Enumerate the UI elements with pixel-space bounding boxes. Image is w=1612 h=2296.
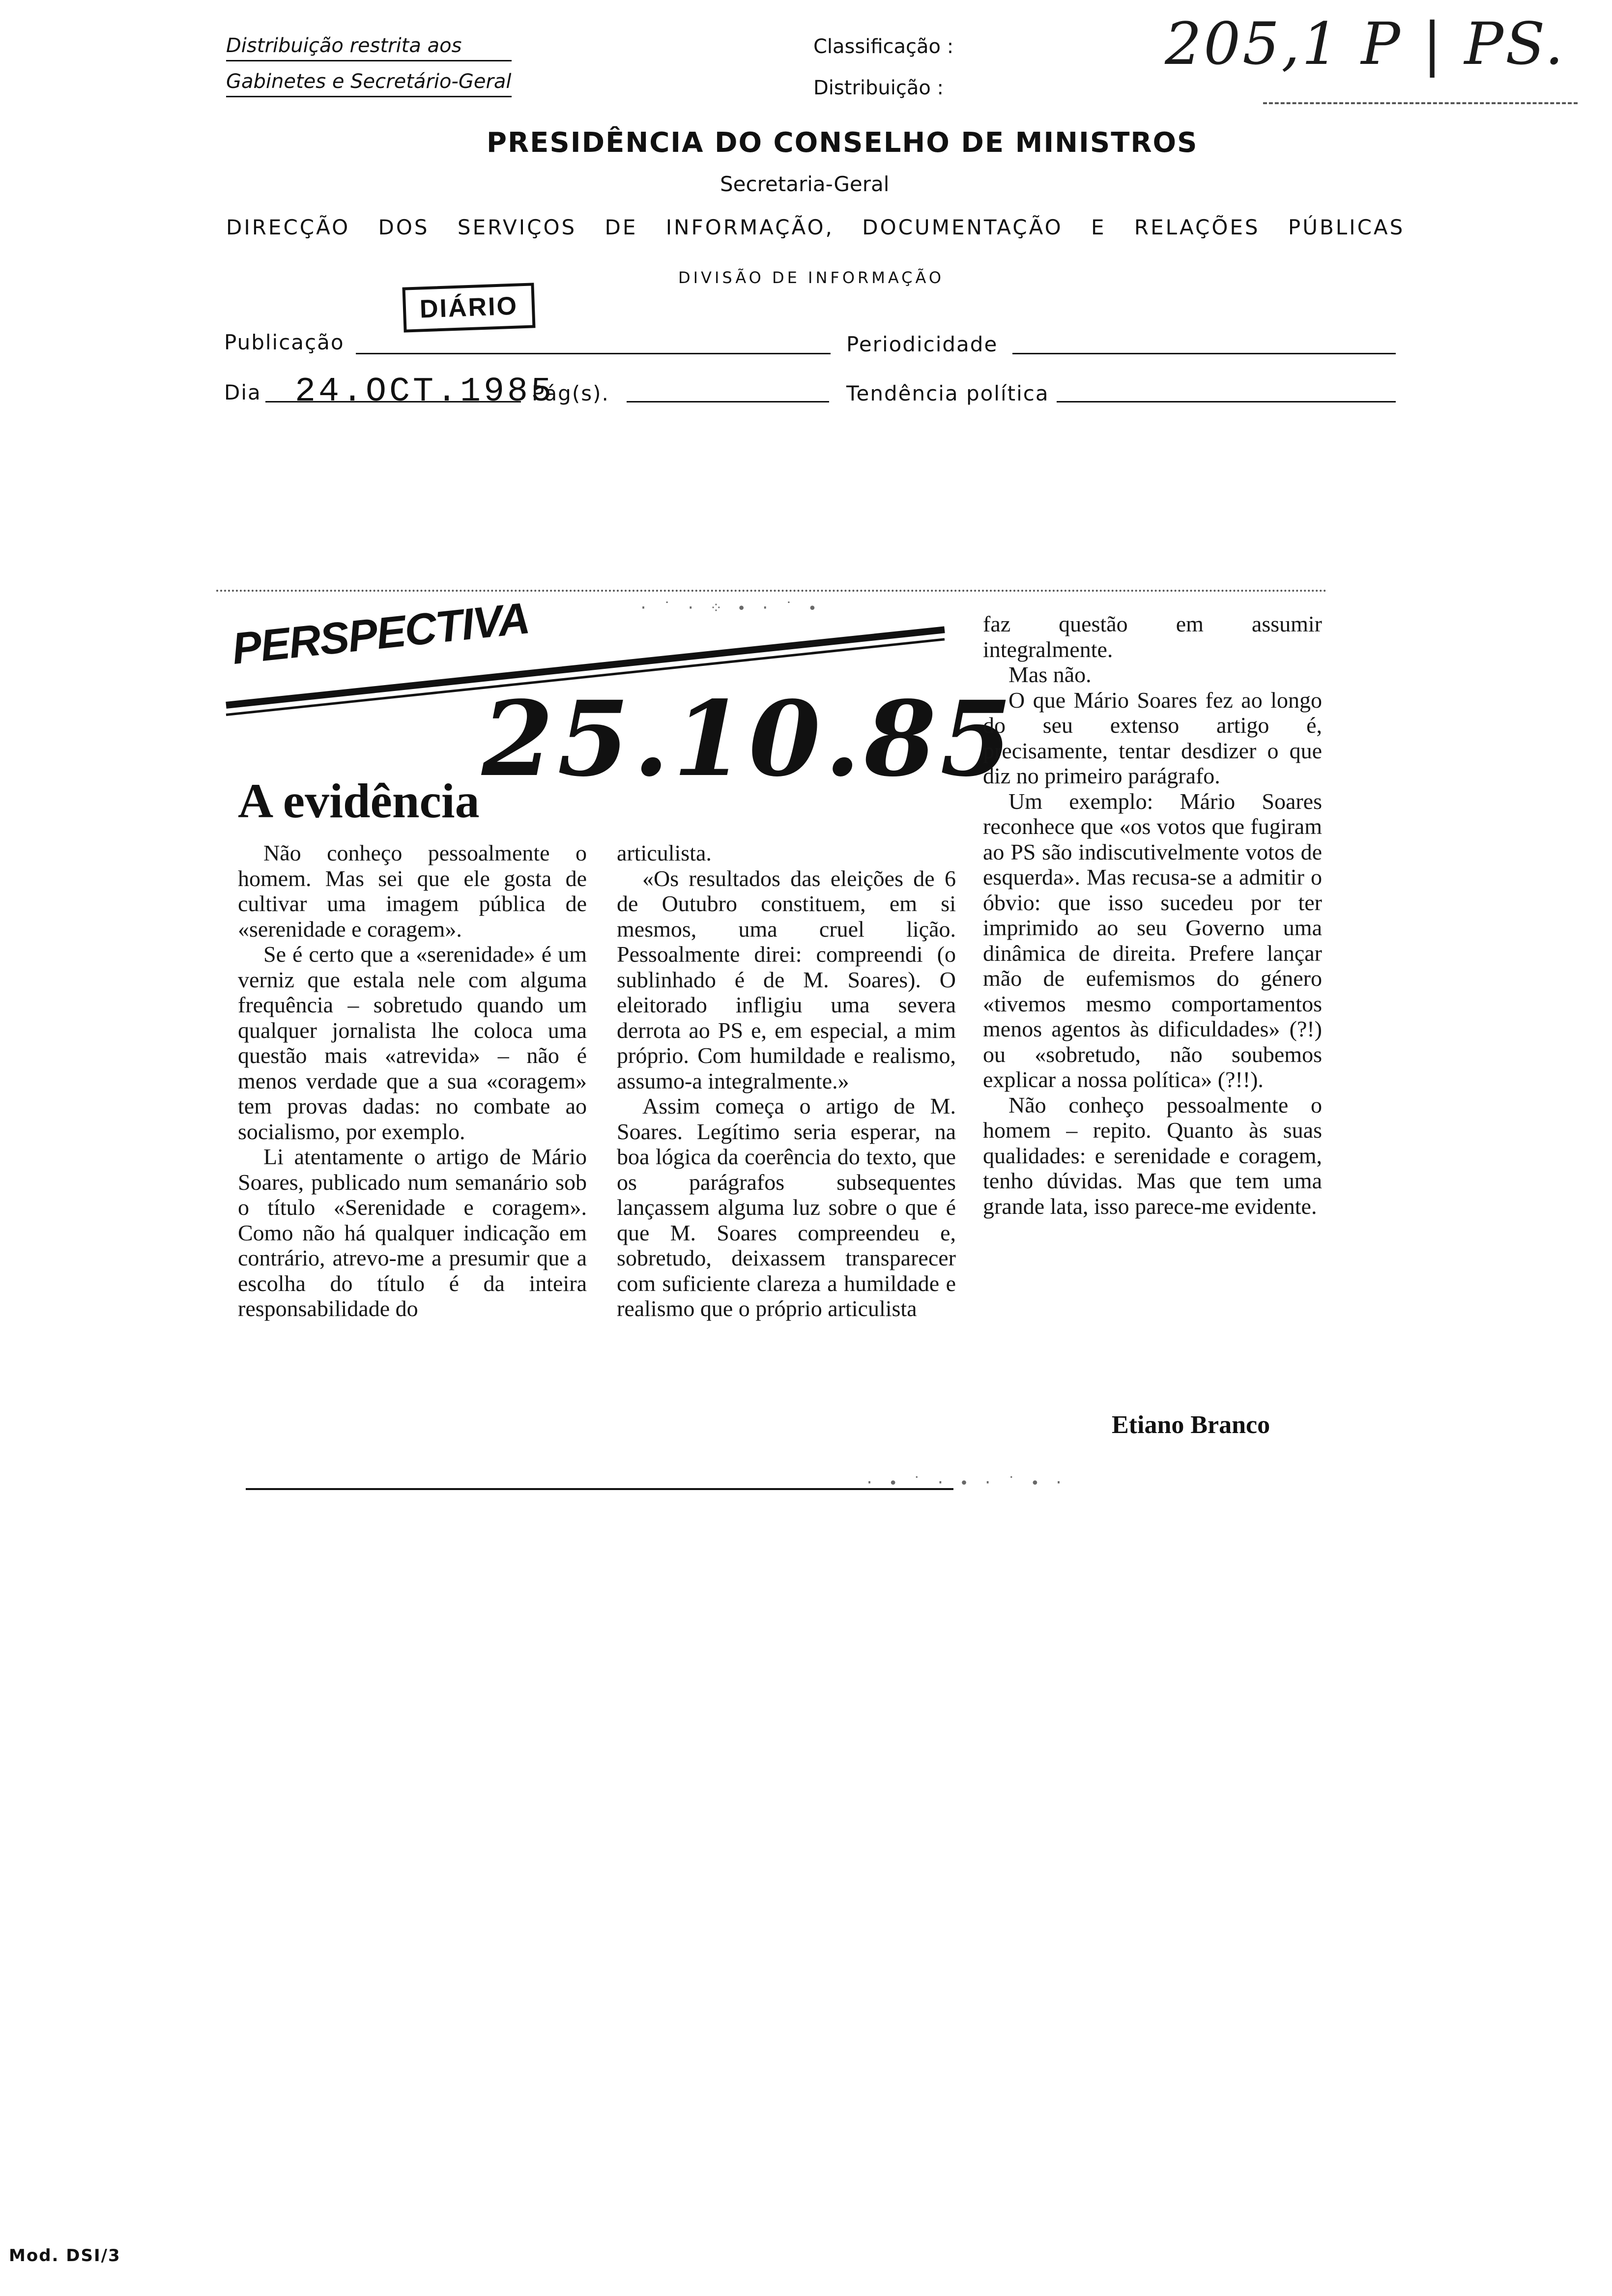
periodicidade-line — [1012, 353, 1396, 354]
clipping-bottom-edge — [246, 1488, 953, 1490]
restricted-line-2: Gabinetes e Secretário-Geral — [226, 68, 512, 97]
paragraph: Assim começa o artigo de M. Soares. Legítimo seria esperar, na boa lógica da coerência do texto, que os parágrafos subsequentes lançassem alguma luz sobre o que é que M. Soares compreendeu e, sobretudo, deixassem transparecer com suficiente clareza a humildade e realismo que o próprio articulista — [617, 1093, 956, 1321]
form-code: Mod. DSI/3 — [9, 2246, 121, 2266]
article-column-2 — [617, 840, 956, 1321]
paragraph: Não conheço pessoalmente o homem – repito. Quanto às suas qualidades: e serenidade e coragem, tenho dúvidas. Mas que tem uma grande lata, isso parece-me evidente. — [983, 1092, 1322, 1219]
paragraph: Não conheço pessoalmente o homem. Mas sei que ele gosta de cultivar uma imagem pública de «serenidade e coragem». — [238, 840, 587, 942]
section-banner: PERSPECTIVA — [230, 594, 531, 674]
scan-noise: · ˙ · ⁘ ∙ · ˙ ∙ — [639, 600, 820, 617]
article-column-3 — [983, 611, 1322, 1219]
dia-line — [265, 401, 521, 402]
dia-label: Dia — [224, 380, 261, 404]
handwritten-date: 25.10.85 — [482, 678, 1016, 800]
periodicidade-label: Periodicidade — [846, 332, 998, 356]
pags-label: Pág(s). — [532, 381, 609, 405]
publicacao-line — [356, 353, 831, 354]
paragraph: Mas não. — [1008, 662, 1092, 687]
paragraph: Se é certo que a «serenidade» é um verniz que estala nele com alguma frequência – sobretudo quando um qualquer jornalista lhe coloca uma questão mais «atrevida» – não é menos verdade que a sua «coragem» tem provas dadas: no combate ao socialismo, por exemplo. — [238, 942, 587, 1144]
distribuicao-label: Distribuição : — [813, 77, 944, 99]
divisao-informacao: DIVISÃO DE INFORMAÇÃO — [678, 268, 945, 287]
secretaria-geral: Secretaria-Geral — [720, 172, 890, 196]
scan-noise: · ∙ ˙ · ∙ · ˙ ∙ · — [865, 1474, 1066, 1492]
direccao-servicos: DIRECÇÃO DOS SERVIÇOS DE INFORMAÇÃO, DOCUMENTAÇÃO E RELAÇÕES PÚBLICAS — [226, 215, 1405, 239]
org-title: PRESIDÊNCIA DO CONSELHO DE MINISTROS — [487, 127, 1198, 159]
clipping-top-edge — [216, 590, 1327, 592]
publicacao-label: Publicação — [224, 330, 345, 354]
paragraph: faz questão em assumir integralmente. — [983, 611, 1322, 662]
paragraph: articulista. — [617, 840, 712, 865]
tendencia-line — [1057, 401, 1396, 402]
publication-stamp: DIÁRIO — [402, 283, 535, 332]
article-column-1 — [238, 840, 587, 1321]
restricted-line-1: Distribuição restrita aos — [226, 32, 512, 61]
paragraph: O que Mário Soares fez ao longo do seu extenso artigo é, precisamente, tentar desdizer o que diz no primeiro parágrafo. — [983, 687, 1322, 788]
article-headline: A evidência — [238, 774, 480, 828]
restricted-distribution-note — [226, 32, 512, 104]
handwritten-reference: 205,1 P | PS. — [1165, 10, 1566, 78]
article-byline: Etiano Branco — [1112, 1411, 1270, 1439]
paragraph: «Os resultados das eleições de 6 de Outubro constituem, em si mesmos, uma cruel lição. Pessoalmente direi: compreendi (o sublinhado é de M. Soares). O eleitorado infligiu uma severa derrota ao PS e, em especial, a mim próprio. Com humildade e realismo, assumo-a integralmente.» — [617, 865, 956, 1093]
dia-value: 24.OCT.1985 — [295, 373, 555, 411]
header-dashed-rule — [1263, 102, 1578, 104]
tendencia-label: Tendência política — [846, 381, 1049, 405]
pags-line — [627, 401, 829, 402]
classificacao-label: Classificação : — [813, 35, 954, 58]
paragraph: Li atentamente o artigo de Mário Soares, publicado num semanário sob o título «Serenidade e coragem». Como não há qualquer indicação em contrário, atrevo-me a presumir que a escolha do título é da inteira responsabilidade do — [238, 1144, 587, 1321]
paragraph: Um exemplo: Mário Soares reconhece que «os votos que fugiram ao PS são indiscutivelmente votos de esquerda». Mas recusa-se a admitir o óbvio: que isso sucedeu por ter imprimido ao seu Governo uma dinâmica de direita. Prefere lançar mão de eufemismos do género «tivemos mesmo comportamentos menos agentos às dificuldades» (?!) ou «sobretudo, não soubemos explicar a nossa política» (?!!). — [983, 788, 1322, 1092]
